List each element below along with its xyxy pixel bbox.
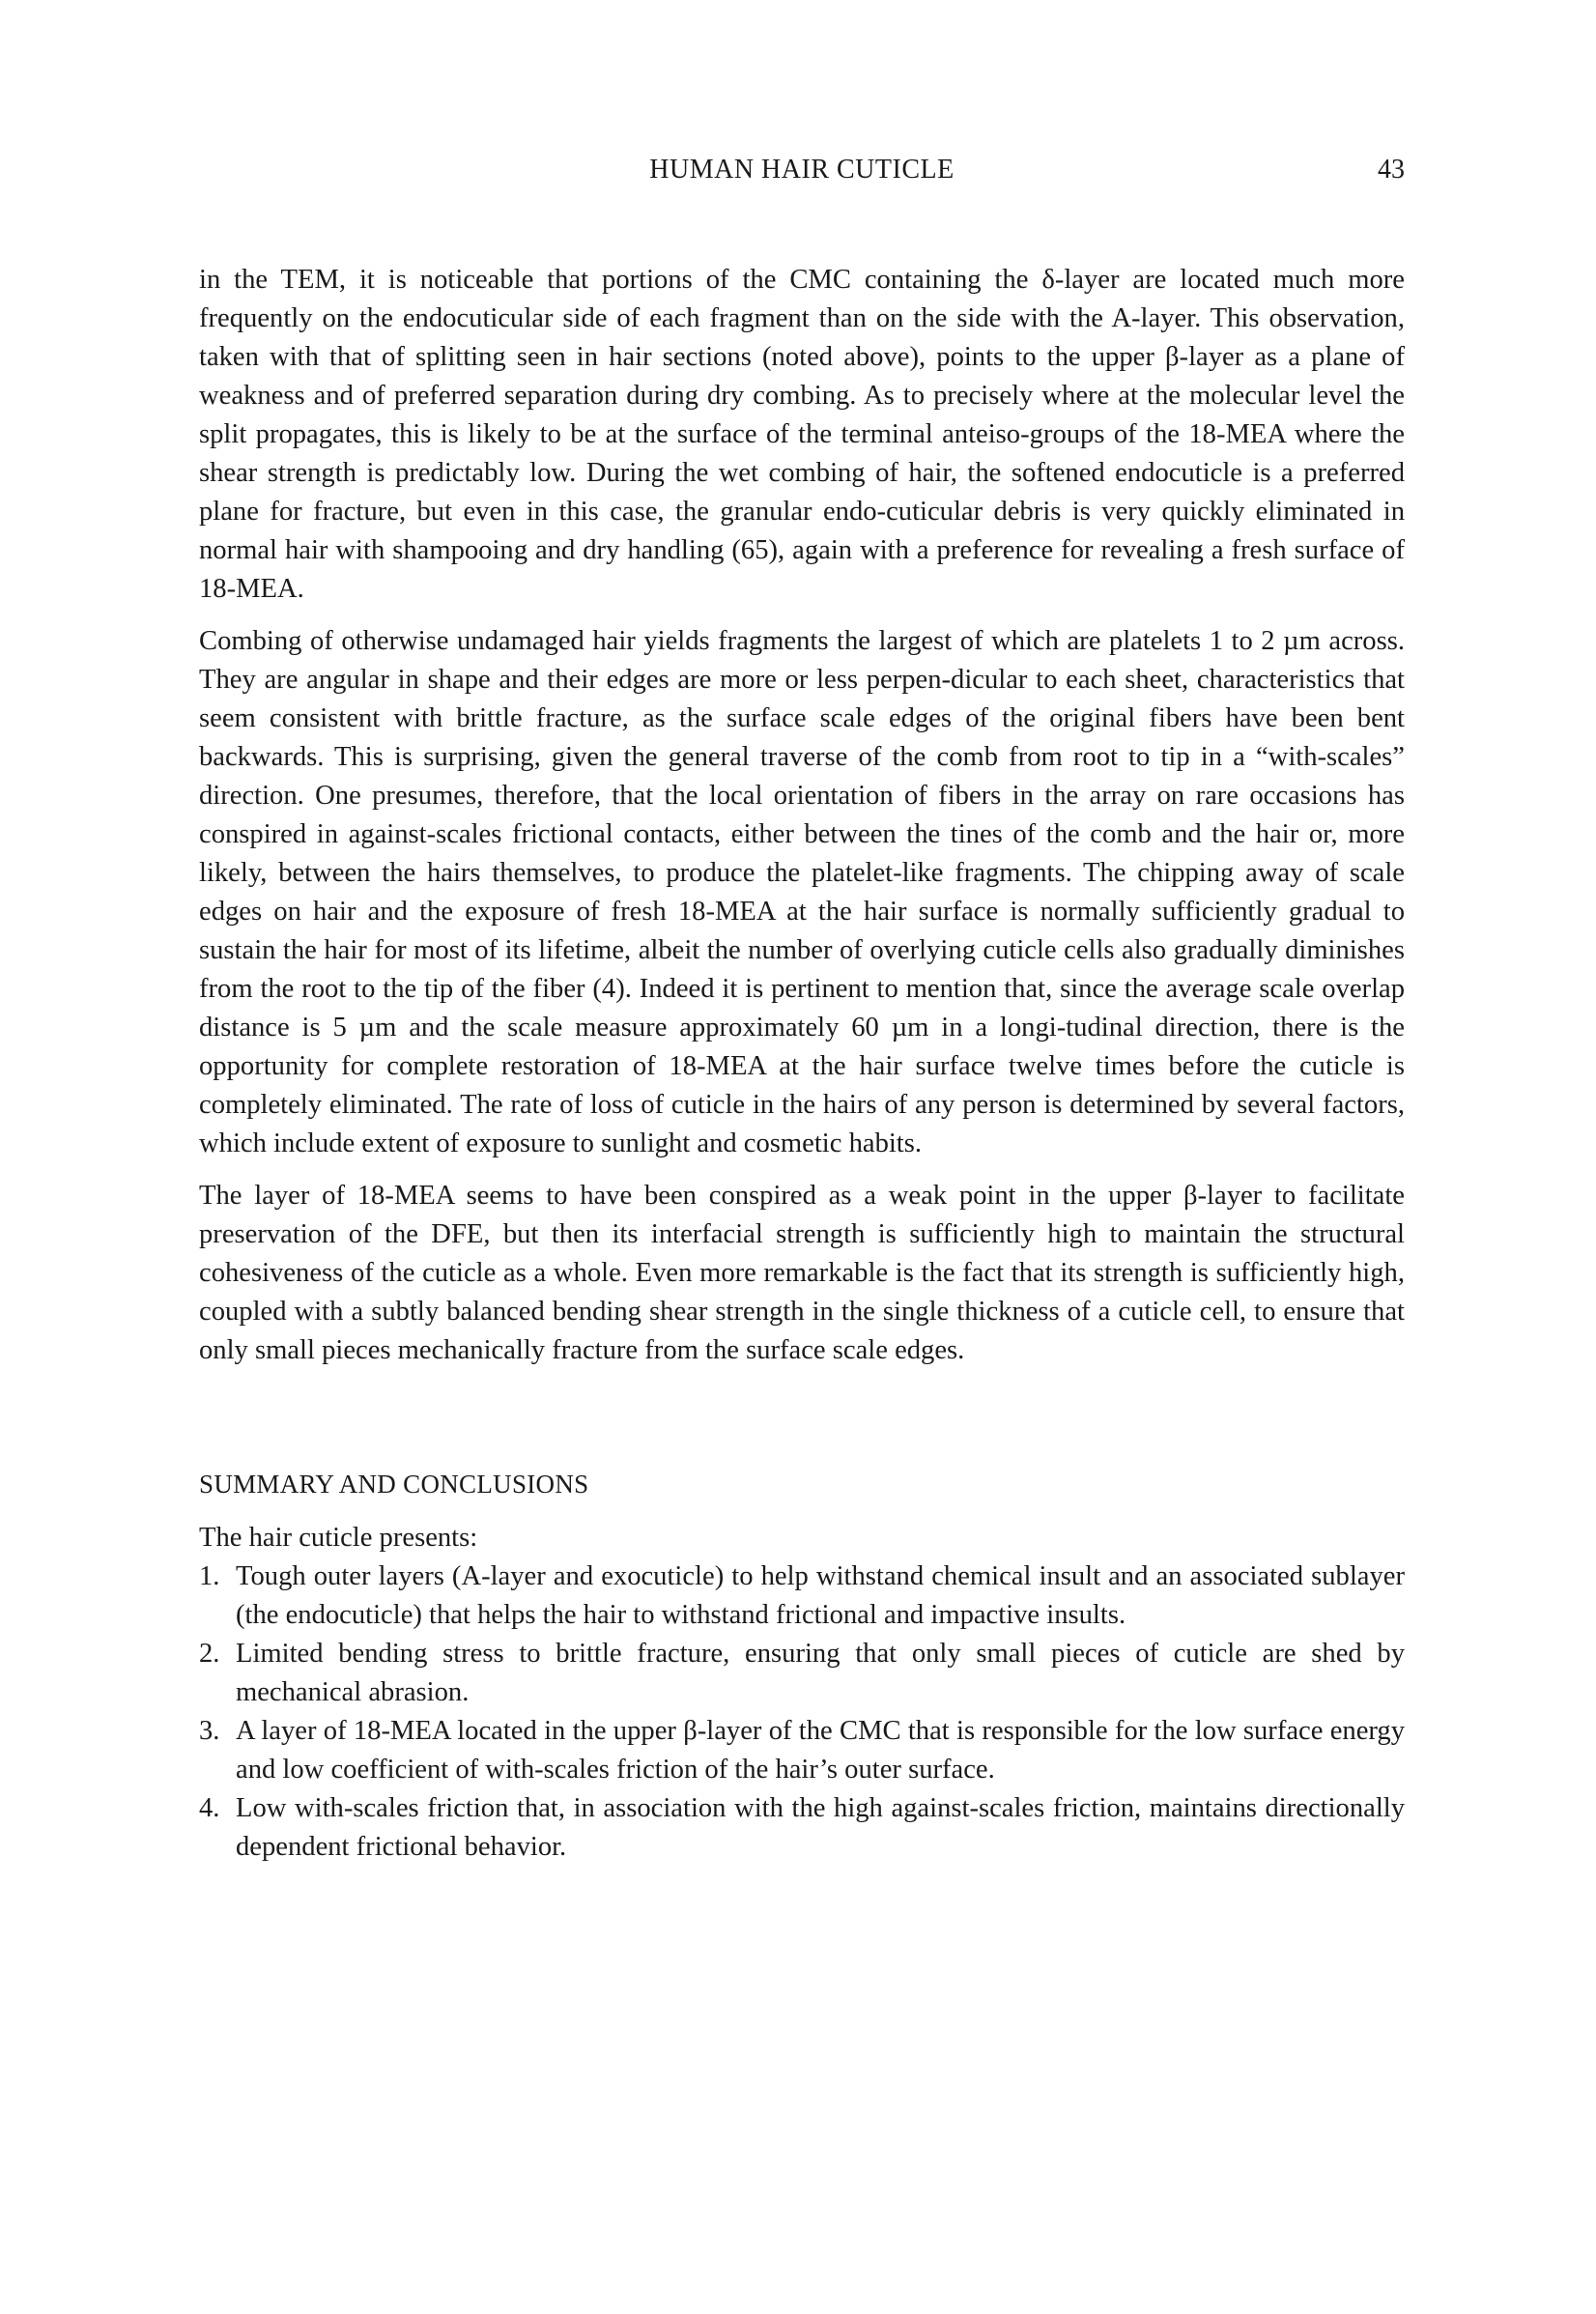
section-heading: SUMMARY AND CONCLUSIONS [199, 1470, 589, 1499]
item-number: 2. [199, 1639, 220, 1669]
item-text: Low with-scales friction that, in association with the high against-scales friction, maintains directionally dependent frictional behavior. [236, 1793, 1405, 1862]
list-item [199, 1557, 1405, 1635]
running-title: HUMAN HAIR CUTICLE [649, 155, 955, 185]
page-number: 43 [1378, 155, 1405, 185]
list-item [199, 1712, 1405, 1789]
item-number: 3. [199, 1716, 220, 1746]
summary-intro: The hair cuticle presents: [199, 1523, 478, 1553]
paragraph: The layer of 18-MEA seems to have been conspired as a weak point in the upper β-layer to facilitate preservation of the DFE, but then its interfacial strength is sufficiently high to maintain the structural cohesiveness of the cuticle as a whole. Even more remarkable is the fact that its strength is sufficiently high, coupled with a subtly balanced bending shear strength in the single thickness of a cuticle cell, to ensure that only small pieces mechanically fracture from the surface scale edges. [199, 1181, 1405, 1365]
page-body [199, 261, 1405, 1867]
list-item [199, 1635, 1405, 1712]
list-item [199, 1789, 1405, 1867]
page-header [199, 155, 1405, 193]
item-text: Tough outer layers (A-layer and exocuticle) to help withstand chemical insult and an associated sublayer (the endocuticle) that helps the hair to withstand frictional and impactive insults. [236, 1561, 1405, 1630]
item-text: A layer of 18-MEA located in the upper β-layer of the CMC that is responsible for the low surface energy and low coefficient of with-scales friction of the hair’s outer surface. [236, 1716, 1405, 1785]
paragraph: Combing of otherwise undamaged hair yields fragments the largest of which are platelets 1 to 2 µm across. They are angular in shape and their edges are more or less perpen-dicular to each sheet, characteristics that seem consistent with brittle fracture, as the surface scale edges of the original fibers have been bent backwards. This is surprising, given the general traverse of the comb from root to tip in a “with-scales” direction. One presumes, therefore, that the local orientation of fibers in the array on rare occasions has conspired in against-scales frictional contacts, either between the tines of the comb and the hair or, more likely, between the hairs themselves, to produce the platelet-like fragments. The chipping away of scale edges on hair and the exposure of fresh 18-MEA at the hair surface is normally sufficiently gradual to sustain the hair for most of its lifetime, albeit the number of overlying cuticle cells also gradually diminishes from the root to the tip of the fiber (4). Indeed it is pertinent to mention that, since the average scale overlap distance is 5 µm and the scale measure approximately 60 µm in a longi-tudinal direction, there is the opportunity for complete restoration of 18-MEA at the hair surface twelve times before the cuticle is completely eliminated. The rate of loss of cuticle in the hairs of any person is determined by several factors, which include extent of exposure to sunlight and cosmetic habits. [199, 626, 1405, 1158]
item-number: 1. [199, 1561, 220, 1591]
summary-list [199, 1557, 1405, 1867]
paragraph: in the TEM, it is noticeable that portions of the CMC containing the δ-layer are located much more frequently on the endocuticular side of each fragment than on the side with the A-layer. This observation, taken with that of splitting seen in hair sections (noted above), points to the upper β-layer as a plane of weakness and of preferred separation during dry combing. As to precisely where at the molecular level the split propagates, this is likely to be at the surface of the terminal anteiso-groups of the 18-MEA where the shear strength is predictably low. During the wet combing of hair, the softened endocuticle is a preferred plane for fracture, but even in this case, the granular endo-cuticular debris is very quickly eliminated in normal hair with shampooing and dry handling (65), again with a preference for revealing a fresh surface of 18-MEA. [199, 265, 1405, 604]
item-number: 4. [199, 1793, 220, 1823]
item-text: Limited bending stress to brittle fracture, ensuring that only small pieces of cuticle are shed by mechanical abrasion. [236, 1639, 1405, 1707]
